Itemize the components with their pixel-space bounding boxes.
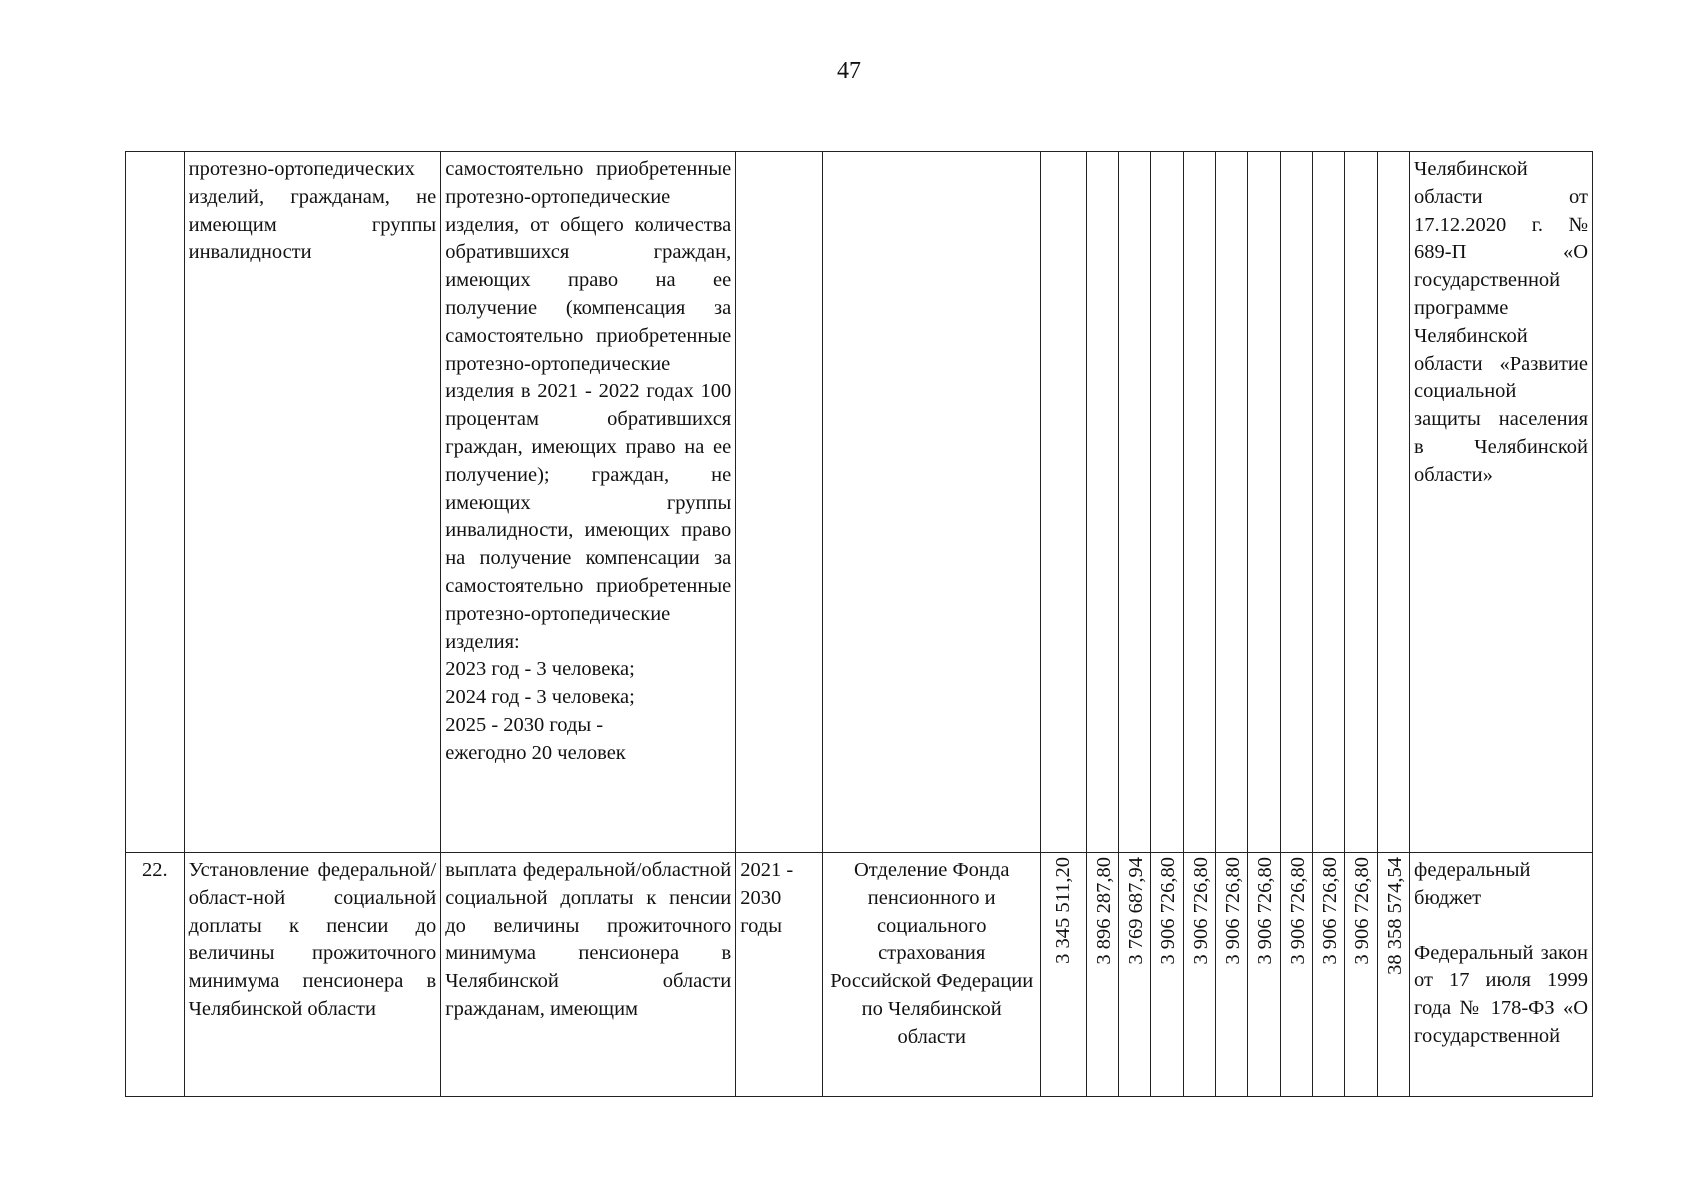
funding-source: федеральный бюджет	[1414, 859, 1531, 909]
period-cell	[736, 152, 823, 853]
amount-cell	[1119, 152, 1151, 853]
indicator-text: самостоятельно приобретенные протезно-ортопедические изделия, от общего количества обратившихся граждан, имеющих право на ее получение (компенсация за самостоятельно приобретенные протезно-ортопедические изделия в 2021 - 2022 годах 100 процентам обратившихся граждан, имеющих право на ее получение); граждан, не имеющих группы инвалидности, имеющих право на получение компенсации за самостоятельно приобретенные протезно-ортопедические изделия:	[445, 158, 732, 653]
measure-name-cell: Установление федеральной/област-ной социальной доплаты к пенсии до величины прожиточного минимума пенсионера в Челябинской области	[184, 853, 441, 1097]
amount-cell	[1119, 853, 1151, 1097]
executor-cell	[823, 152, 1041, 853]
amount-cell	[1280, 152, 1312, 853]
amount-cell	[1248, 853, 1280, 1097]
amount-cell	[1216, 853, 1248, 1097]
legal-basis: Федеральный закон от 17 июля 1999 года № 178-ФЗ «О государственной	[1414, 941, 1588, 1047]
indicator-line: ежегодно 20 человек	[445, 741, 626, 764]
indicator-line: 2025 - 2030 годы -	[445, 713, 604, 736]
amount-2028: 3 906 726,80	[1286, 857, 1309, 965]
amount-2024: 3 906 726,80	[1157, 857, 1180, 965]
table-row-continued	[126, 152, 1593, 853]
amount-cell	[1151, 152, 1183, 853]
indicator-line: 2023 год - 3 человека;	[445, 658, 635, 681]
measure-name-cell: протезно-ортопедических изделий, гражданам, не имеющим группы инвалидности	[184, 152, 441, 853]
amount-cell	[1377, 152, 1409, 853]
spacer	[1414, 913, 1588, 940]
basis-cell: Челябинской области от 17.12.2020 г. № 689-П «О государственной программе Челябинской области «Развитие социальной защиты населения в Челябинской области»	[1410, 152, 1593, 853]
amount-cell	[1041, 152, 1086, 853]
page-number: 47	[837, 58, 861, 84]
amount-cell	[1086, 152, 1118, 853]
amount-2026: 3 906 726,80	[1222, 857, 1245, 965]
amount-cell	[1041, 853, 1086, 1097]
amount-cell	[1313, 152, 1345, 853]
amount-cell	[1280, 853, 1312, 1097]
amount-cell	[1151, 853, 1183, 1097]
amount-2021: 3 345 511,20	[1052, 857, 1075, 964]
amount-2022: 3 896 287,80	[1092, 857, 1115, 965]
amount-cell	[1313, 853, 1345, 1097]
table-row-22	[126, 853, 1593, 1097]
row-number-cell	[126, 152, 185, 853]
amount-cell	[1183, 152, 1215, 853]
amount-2030: 3 906 726,80	[1351, 857, 1374, 965]
amount-cell	[1216, 152, 1248, 853]
period-cell: 2021 - 2030 годы	[736, 853, 823, 1097]
amount-2029: 3 906 726,80	[1319, 857, 1342, 965]
amount-2023: 3 769 687,94	[1125, 857, 1148, 965]
indicator-line: 2024 год - 3 человека;	[445, 686, 635, 709]
amount-cell	[1345, 152, 1377, 853]
executor-cell: Отделение Фонда пенсионного и социального страхования Российской Федерации по Челябинской области	[823, 853, 1041, 1097]
amount-cell	[1086, 853, 1118, 1097]
amount-cell	[1377, 853, 1409, 1097]
program-table	[125, 151, 1593, 1097]
amount-2025: 3 906 726,80	[1189, 857, 1212, 965]
indicator-cell	[441, 152, 736, 853]
indicator-cell: выплата федеральной/областной социальной доплаты к пенсии до величины прожиточного минимума пенсионера в Челябинской области гражданам, имеющим	[441, 853, 736, 1097]
amount-total: 38 358 574,54	[1383, 857, 1406, 975]
amount-2027: 3 906 726,80	[1254, 857, 1277, 965]
basis-cell	[1410, 853, 1593, 1097]
row-number-cell: 22.	[126, 853, 185, 1097]
amount-cell	[1345, 853, 1377, 1097]
amount-cell	[1248, 152, 1280, 853]
amount-cell	[1183, 853, 1215, 1097]
